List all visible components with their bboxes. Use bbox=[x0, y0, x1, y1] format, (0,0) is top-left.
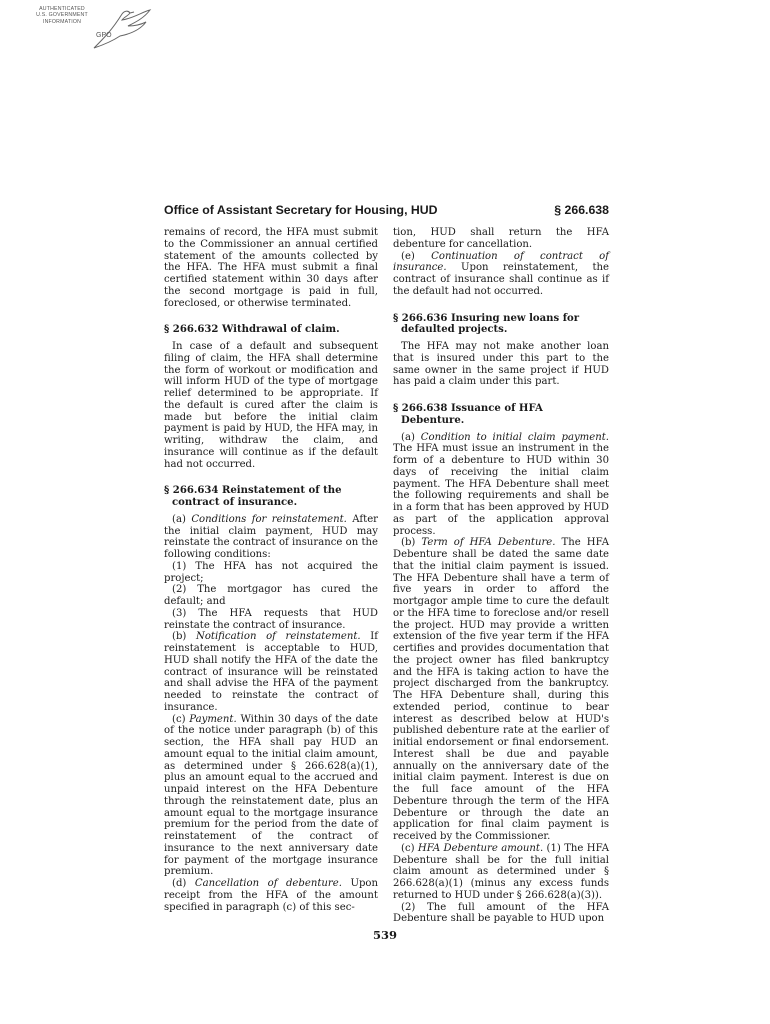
paragraph-text: After the initial claim payment, HUD may reinstate the contract of insurance on the following conditions: bbox=[164, 513, 378, 560]
paragraph-title: Cancellation of debenture. bbox=[194, 878, 342, 889]
paragraph-d bbox=[164, 878, 378, 913]
paragraph-text: The HFA Debenture shall be dated the same date that the initial claim payment is issued. The HFA Debenture shall have a term of five years in order to afford the mortgagor ample time to cure the default or the HFA time to foreclose and/or resell the project. HUD may provide a written extension of the five year term if the HFA certifies and provides documentation that the project owner has filed bankruptcy and the HFA is taking action to have the project discharged from the bankruptcy. The HFA Debenture shall, during this extended period, continue to bear interest as described below at HUD's published debenture rate at the earlier of initial endorsement or final endorsement. Interest shall be due and payable annually on the anniversary date of the initial claim payment. Interest is due on the full face amount of the HFA Debenture through the term of the HFA Debenture or through the date an application for final claim payment is received by the Commissioner. bbox=[393, 537, 610, 842]
left-column bbox=[164, 227, 378, 913]
paragraph-title: Conditions for reinstatement. bbox=[191, 513, 347, 525]
paragraph-text: Upon receipt from the HFA of the amount specified in paragraph (c) of this sec- bbox=[164, 878, 379, 913]
gpo-authentication-seal bbox=[22, 6, 142, 52]
paragraph-c bbox=[393, 843, 609, 902]
header-agency-title: Office of Assistant Secretary for Housing, HUD bbox=[164, 203, 438, 217]
paragraph-label: (a) bbox=[401, 431, 415, 443]
eagle-seal-icon bbox=[84, 8, 164, 52]
paragraph: In case of a default and subsequent filing of claim, the HFA shall determine the form of workout or modification and will inform HUD of the type of mortgage relief determined to be appropriate. If the default is cured after the claim is made but before the initial claim payment is paid by HUD, the HFA may, in writing, withdraw the claim, and insurance will continue as if the default had not occurred. bbox=[164, 341, 378, 470]
paragraph-text: The HFA must issue an instrument in the form of a debenture to HUD within 30 days of receiving the initial claim payment. The HFA Debenture shall meet the following requirements and shall be in a form that has been approved by HUD as part of the application approval process. bbox=[393, 443, 609, 537]
paragraph-label: (c) bbox=[401, 842, 415, 854]
paragraph-title: Continuation of contract of insurance. bbox=[393, 250, 609, 274]
paragraph-label: (c) bbox=[172, 713, 186, 725]
paragraph-title: Payment. bbox=[189, 713, 237, 725]
seal-line-2: U.S. GOVERNMENT bbox=[36, 12, 88, 19]
paragraph-label: (d) bbox=[172, 878, 187, 889]
paragraph-title: Notification of reinstatement. bbox=[195, 631, 361, 643]
paragraph-text: Upon reinstatement, the contract of insurance shall continue as if the default had not occurred. bbox=[393, 262, 609, 297]
paragraph-a1: (1) The HFA has not acquired the project; bbox=[164, 560, 378, 584]
header-section-number: § 266.638 bbox=[554, 203, 609, 217]
paragraph-text: (1) The HFA Debenture shall be for the full initial claim amount as determined under § 266.628(a)(1) (minus any excess funds returned to HUD under § 266.628(a)(3)). bbox=[393, 842, 609, 901]
paragraph-b bbox=[164, 631, 378, 713]
running-header bbox=[164, 203, 609, 219]
paragraph-label: (b) bbox=[401, 537, 416, 549]
paragraph: remains of record, the HFA must submit to the Commissioner an annual certified statement of the amounts collected by the HFA. The HFA must submit a final certified statement within 30 days after the second mortgage is paid in full, foreclosed, or otherwise terminated. bbox=[164, 227, 378, 309]
section-heading-266-632: § 266.632 Withdrawal of claim. bbox=[164, 324, 340, 336]
right-column bbox=[393, 227, 609, 925]
paragraph-c bbox=[164, 714, 378, 879]
paragraph-text: If reinstatement is acceptable to HUD, HUD shall notify the HFA of the date the contract of insurance will be reinstated and shall advise the HFA of the payment needed to reinstate the contract of insurance. bbox=[164, 631, 379, 713]
section-heading-266-634: § 266.634 Reinstatement of the contract of insurance. bbox=[164, 485, 342, 508]
paragraph-c2: (2) The full amount of the HFA Debenture shall be payable to HUD upon bbox=[393, 901, 609, 925]
paragraph: tion, HUD shall return the HFA debenture for cancellation. bbox=[393, 227, 609, 250]
seal-gpo: GPO bbox=[96, 32, 112, 39]
paragraph-e bbox=[393, 251, 609, 298]
paragraph-label: (b) bbox=[172, 631, 187, 643]
paragraph-a bbox=[164, 514, 378, 561]
paragraph-b bbox=[393, 537, 609, 843]
section-heading-266-638: § 266.638 Issuance of HFA Debenture. bbox=[393, 403, 543, 426]
paragraph-label: (e) bbox=[401, 250, 415, 262]
paragraph-text: Within 30 days of the date of the notice under paragraph (b) of this section, the HFA shall pay HUD an amount equal to the initial claim amount, as determined under § 266.628(a)(1), plus an amount equal to the accrued and unpaid interest on the HFA Debenture through the reinstatement date, plus an amount equal to the mortgage insurance premium for the period from the date of reinstatement of the contract of insurance to the next anniversary date for payment of the mortgage insurance premium. bbox=[164, 713, 378, 878]
paragraph-title: Condition to initial claim payment. bbox=[420, 431, 609, 443]
paragraph-a3: (3) The HFA requests that HUD reinstate the contract of insurance. bbox=[164, 607, 378, 631]
seal-line-1: AUTHENTICATED bbox=[39, 6, 85, 12]
seal-line-3: INFORMATION bbox=[42, 18, 82, 25]
paragraph: The HFA may not make another loan that is insured under this part to the same owner in the same project if HUD has paid a claim under this part. bbox=[393, 341, 609, 388]
paragraph-label: (a) bbox=[172, 513, 186, 525]
paragraph-title: Term of HFA Debenture. bbox=[421, 537, 556, 549]
section-heading-266-636: § 266.636 Insuring new loans for defaulted projects. bbox=[393, 312, 580, 336]
paragraph-a bbox=[393, 432, 609, 538]
page-number: 539 bbox=[372, 928, 397, 942]
paragraph-title: HFA Debenture amount. bbox=[417, 842, 544, 854]
paragraph-a2: (2) The mortgagor has cured the default; and bbox=[164, 584, 378, 607]
